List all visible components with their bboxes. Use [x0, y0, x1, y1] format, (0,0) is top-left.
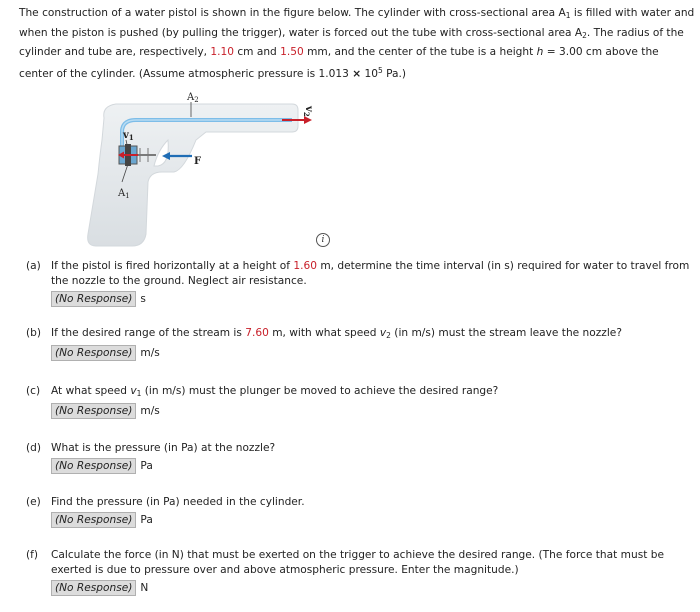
height-value: 1.60 — [293, 260, 317, 272]
answer-row — [51, 458, 696, 474]
question-d — [26, 441, 696, 474]
question-e — [26, 495, 696, 528]
question-text: At what speed $v_1$ (in m/s) must the plunger be moved to achieve the desired range? — [51, 385, 499, 398]
answer-input[interactable]: (No Response) — [51, 291, 136, 307]
info-icon[interactable]: i — [316, 233, 330, 247]
question-b — [26, 326, 696, 361]
question-a — [26, 259, 696, 307]
intro-sub-2: 2 — [582, 30, 587, 40]
intro-text-3: . The radius of the cylinder and tube are, respectively, — [19, 26, 684, 58]
question-label: (a) — [26, 260, 41, 272]
unit-label: Pa — [140, 459, 153, 472]
question-f — [26, 548, 696, 596]
cylinder-radius-value: 1.10 — [210, 46, 234, 58]
question-text: Find the pressure (in Pa) needed in the cylinder. — [51, 496, 305, 508]
intro-text-7: 10 — [361, 67, 378, 80]
question-text: Calculate the force (in N) that must be exerted on the trigger to achieve the desired range. (The force that must be exerted is due to pressure over and above atmospheric pressure. Enter the magnitude.) — [51, 549, 664, 576]
unit-label: N — [140, 581, 149, 594]
pistol-body — [88, 104, 298, 246]
force-label: F — [194, 156, 202, 167]
times-symbol: × — [352, 67, 362, 80]
intro-sub-1: 1 — [565, 11, 571, 20]
v2-arrow-head — [304, 116, 312, 124]
answer-input[interactable]: (No Response) — [51, 512, 136, 528]
water-pistol-figure — [84, 84, 340, 254]
question-c — [26, 384, 696, 419]
answer-row — [51, 345, 696, 361]
intro-text-1: The construction of a water pistol is shown in the figure below. The cylinder with cross-sectional area A — [19, 7, 566, 19]
question-label: (b) — [26, 327, 41, 339]
range-value: 7.60 — [245, 327, 269, 339]
answer-row — [51, 291, 696, 307]
answer-input[interactable]: (No Response) — [51, 580, 136, 596]
question-label: (e) — [26, 496, 41, 508]
v2-label: $v_2$ — [302, 106, 314, 117]
question-text: If the desired range of the stream is 7.60 m, with what speed $v_2$ (in m/s) must the stream leave the nozzle? — [51, 327, 622, 340]
unit-label: m/s — [140, 404, 160, 417]
unit-label: m/s — [140, 346, 160, 359]
a2-label: $A_2$ — [187, 92, 199, 104]
height-symbol: h — [536, 46, 544, 58]
intro-text-6: = 3.00 cm above the center of the cylinder. (Assume atmospheric pressure is 1.013 — [19, 46, 659, 80]
answer-input[interactable]: (No Response) — [51, 458, 136, 474]
question-label: (d) — [26, 442, 41, 454]
question-text: What is the pressure (in Pa) at the nozzle? — [51, 442, 276, 454]
question-label: (f) — [26, 549, 38, 561]
intro-text-5: mm, and the center of the tube is a height — [303, 46, 537, 58]
tube-radius-value: 1.50 — [280, 46, 304, 58]
exponent: 5 — [378, 65, 383, 75]
intro-text-8: Pa.) — [382, 67, 407, 80]
answer-input[interactable]: (No Response) — [51, 403, 136, 419]
answer-row — [51, 580, 696, 596]
intro-text-4: cm and — [233, 46, 281, 58]
answer-input[interactable]: (No Response) — [51, 345, 136, 361]
problem-statement — [19, 5, 695, 83]
question-text: If the pistol is fired horizontally at a height of 1.60 m, determine the time interval (in s) required for water to travel from the nozzle to the ground. Neglect air resistance. — [51, 260, 690, 287]
a1-label: $A_1$ — [118, 188, 130, 200]
water-pistol-diagram — [84, 84, 340, 254]
unit-label: s — [140, 292, 146, 305]
answer-row — [51, 512, 696, 528]
intro-text-2: is filled with water and when the piston is pushed (by pulling the trigger), water is forced out the tube with cross-sectional area A — [19, 7, 695, 39]
unit-label: Pa — [140, 513, 153, 526]
answer-row — [51, 403, 696, 419]
v1-label: $v_1$ — [123, 130, 134, 142]
question-label: (c) — [26, 385, 41, 397]
